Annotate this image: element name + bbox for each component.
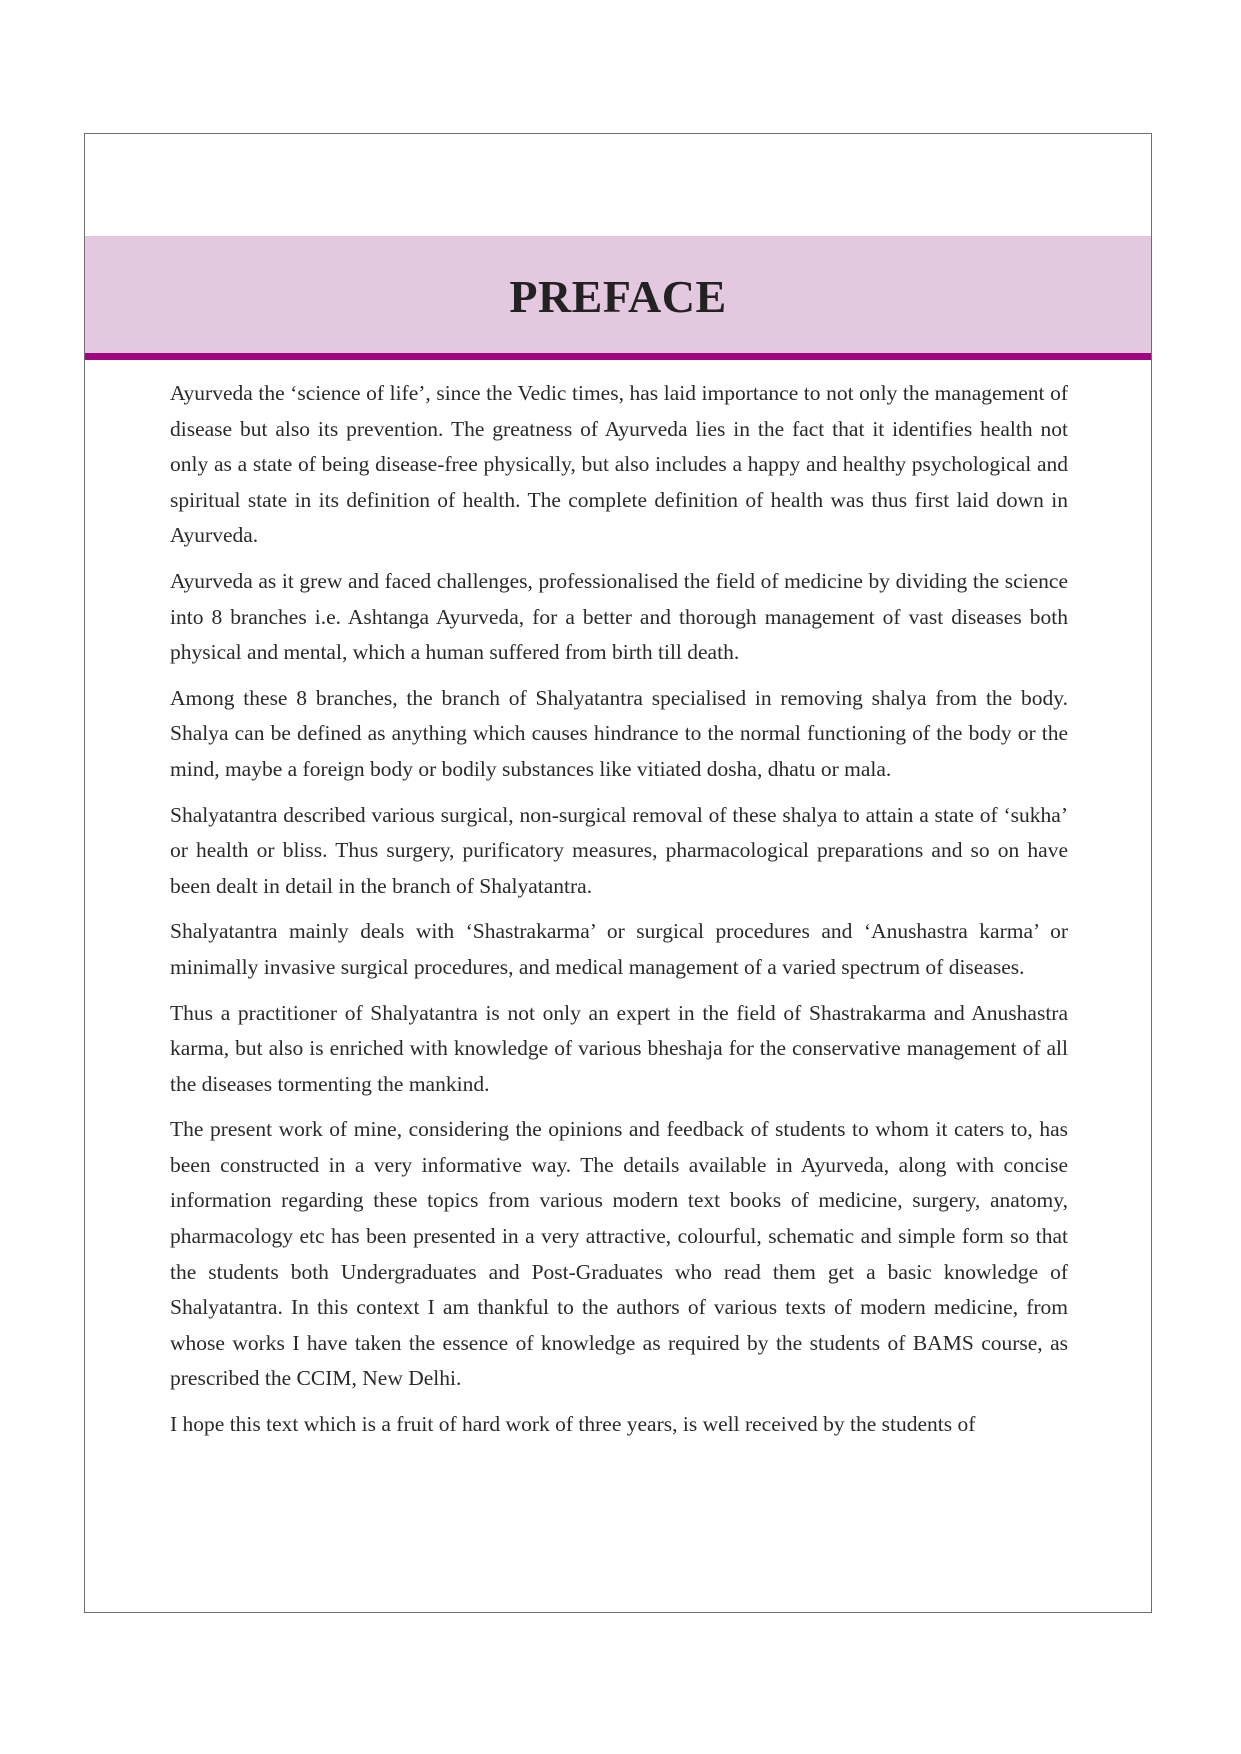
paragraph: Ayurveda the ‘science of life’, since the Vedic times, has laid importance to not only the management of disease but also its prevention. The greatness of Ayurveda lies in the fact that it identifies health not only as a state of being disease-free physically, but also includes a happy and healthy psychological and spiritual state in its definition of health. The complete definition of health was thus first laid down in Ayurveda. [170,381,1068,548]
title-underline-rule [85,353,1151,360]
paragraph: Shalyatantra mainly deals with ‘Shastrakarma’ or surgical procedures and ‘Anushastra karma’ or minimally invasive surgical procedures, and medical management of a varied spectrum of diseases. [170,919,1068,979]
page-frame [84,133,1152,1613]
paragraph: The present work of mine, considering the opinions and feedback of students to whom it caters to, has been constructed in a very informative way. The details available in Ayurveda, along with concise information regarding these topics from various modern text books of medicine, surgery, anatomy, pharmacology etc has been presented in a very attractive, colourful, schematic and simple form so that the students both Undergraduates and Post-Graduates who read them get a basic knowledge of Shalyatantra. In this context I am thankful to the authors of various texts of modern medicine, from whose works I have taken the essence of knowledge as required by the students of BAMS course, as prescribed the CCIM, New Delhi. [170,1117,1068,1391]
paragraph: I hope this text which is a fruit of hard work of three years, is well received by the students of [170,1412,976,1437]
paragraph: Ayurveda as it grew and faced challenges, professionalised the field of medicine by dividing the science into 8 branches i.e. Ashtanga Ayurveda, for a better and thorough management of vast diseases both physical and mental, which a human suffered from birth till death. [170,568,1068,665]
page-title: PREFACE [509,271,727,322]
paragraph: Among these 8 branches, the branch of Shalyatantra specialised in removing shalya from the body. Shalya can be defined as anything which causes hindrance to the normal functioning of the body or the mind, maybe a foreign body or bodily substances like vitiated dosha, dhatu or mala. [170,685,1068,781]
paragraph: Shalyatantra described various surgical, non-surgical removal of these shalya to attain a state of ‘sukha’ or health or bliss. Thus surgery, purificatory measures, pharmacological preparations and so on have been dealt in detail in the branch of Shalyatantra. [170,802,1068,898]
title-banner [85,236,1151,353]
paragraph: Thus a practitioner of Shalyatantra is not only an expert in the field of Shastrakarma and Anushastra karma, but also is enriched with knowledge of various bheshaja for the conservative management of all the diseases tormenting the mankind. [170,1000,1068,1096]
preface-body [170,376,1068,1453]
